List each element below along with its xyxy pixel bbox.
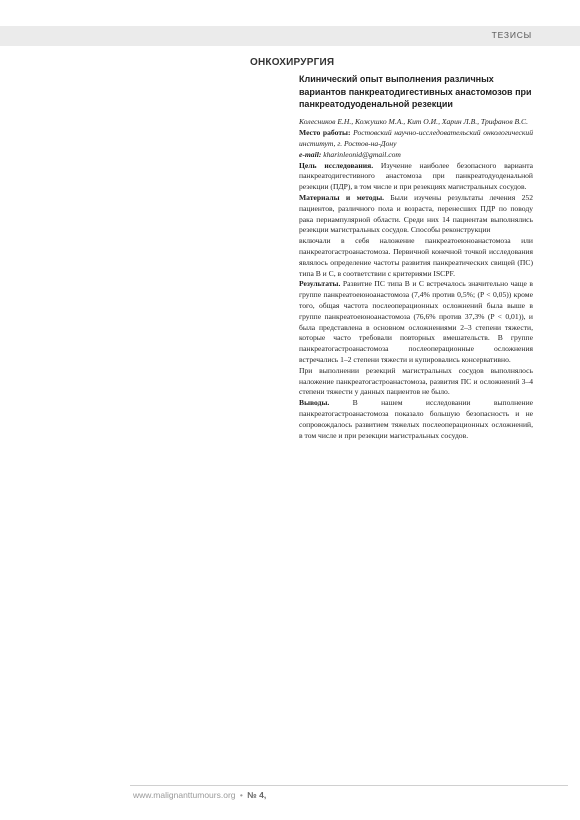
methods-text: Были изучены результаты лечения 252 пациентов, различного пола и возраста, перенесших ПДР по поводу рака периампулярной области. Среди них 14 пациентам выполнялись резекции магистральных сосудов. Способы реконструкции (299, 193, 533, 235)
article-title: Клинический опыт выполнения различных вариантов панкреатодигестивных анастомозов при панкреатодуоденальной резекции (299, 74, 532, 109)
aim-label: Цель исследования. (299, 160, 374, 170)
page-footer (133, 790, 266, 800)
footer-site: www.malignanttumours.org (133, 790, 236, 800)
conclusions-label: Выводы. (299, 398, 330, 408)
running-header (0, 26, 580, 46)
workplace-text: Ростовский научно-исследовательский онкологический институт, г. Ростов-на-Дону (299, 128, 533, 149)
email-text: kharinleonid@gmail.com (321, 149, 401, 159)
workplace-label: Место работы: (299, 128, 351, 138)
header-label: ТЕЗИСЫ (491, 30, 532, 40)
footer-separator: • (239, 790, 243, 800)
section-title: ОНКОХИРУРГИЯ (250, 57, 335, 68)
aim-paragraph (299, 161, 533, 193)
authors: Колесников Е.Н., Кожушко М.А., Кит О.И., Харин Л.В., Трифанов В.С. (299, 117, 529, 126)
results-paragraph (299, 279, 533, 365)
article-body (299, 117, 533, 441)
email (299, 150, 533, 161)
footer-divider (130, 785, 568, 786)
results-label: Результаты. (299, 279, 341, 289)
workplace (299, 128, 533, 150)
conclusions-text: В нашем исследовании выполнение панкреатогастроанастомоза показало большую безопасность и не сопровождалось развитием тяжелых послеоперационных осложнений, в том числе и при резекции магистральных сосудов. (299, 398, 533, 440)
methods-label: Материалы и методы. (299, 193, 385, 203)
methods-paragraph (299, 193, 533, 236)
email-label: e-mail: (299, 149, 322, 159)
results-paragraph-2: При выполнении резекций магистральных сосудов выполнялось наложение панкреатогастроанастомоза, развития ПС и осложнений 3–4 степени тяжести у данных пациентов не было. (299, 365, 533, 397)
conclusions-paragraph (299, 398, 533, 441)
methods-paragraph-2: включали в себя наложение панкреатоеюноанастомоза или панкреатогастроанастомоза. Первичной конечной точкой исследования являлось определение частоты развития панкреатических свищей (ПС) типа B и C, в соответствии с критериями ISCPF. (299, 236, 533, 278)
footer-issue: № 4, (247, 790, 267, 800)
aim-text: Изучение наиболее безопасного варианта панкреатодигестивного анастомоза при панкреатодуоденальной резекции (ПДР), в том числе и при резекциях магистральных сосудов. (299, 160, 533, 192)
results-text: Развитие ПС типа B и C встречалось значительно чаще в группе панкреатоеюноанастомоза (7,4% против 0,5%; (P < 0,05)) кроме того, общая частота послеоперационных осложнений была выше в группе панкреатоеюноанастомоза (76,6% против 37,3% (P < 0,01)), и была представлена в основном осложнениями 2–3 степени тяжести, которые часто требовали повторных вмешательств. В группе панкреатогастроанастомоза послеоперационные осложнения встречались 1–2 степени тяжести и купировались консервативно. (299, 279, 533, 365)
